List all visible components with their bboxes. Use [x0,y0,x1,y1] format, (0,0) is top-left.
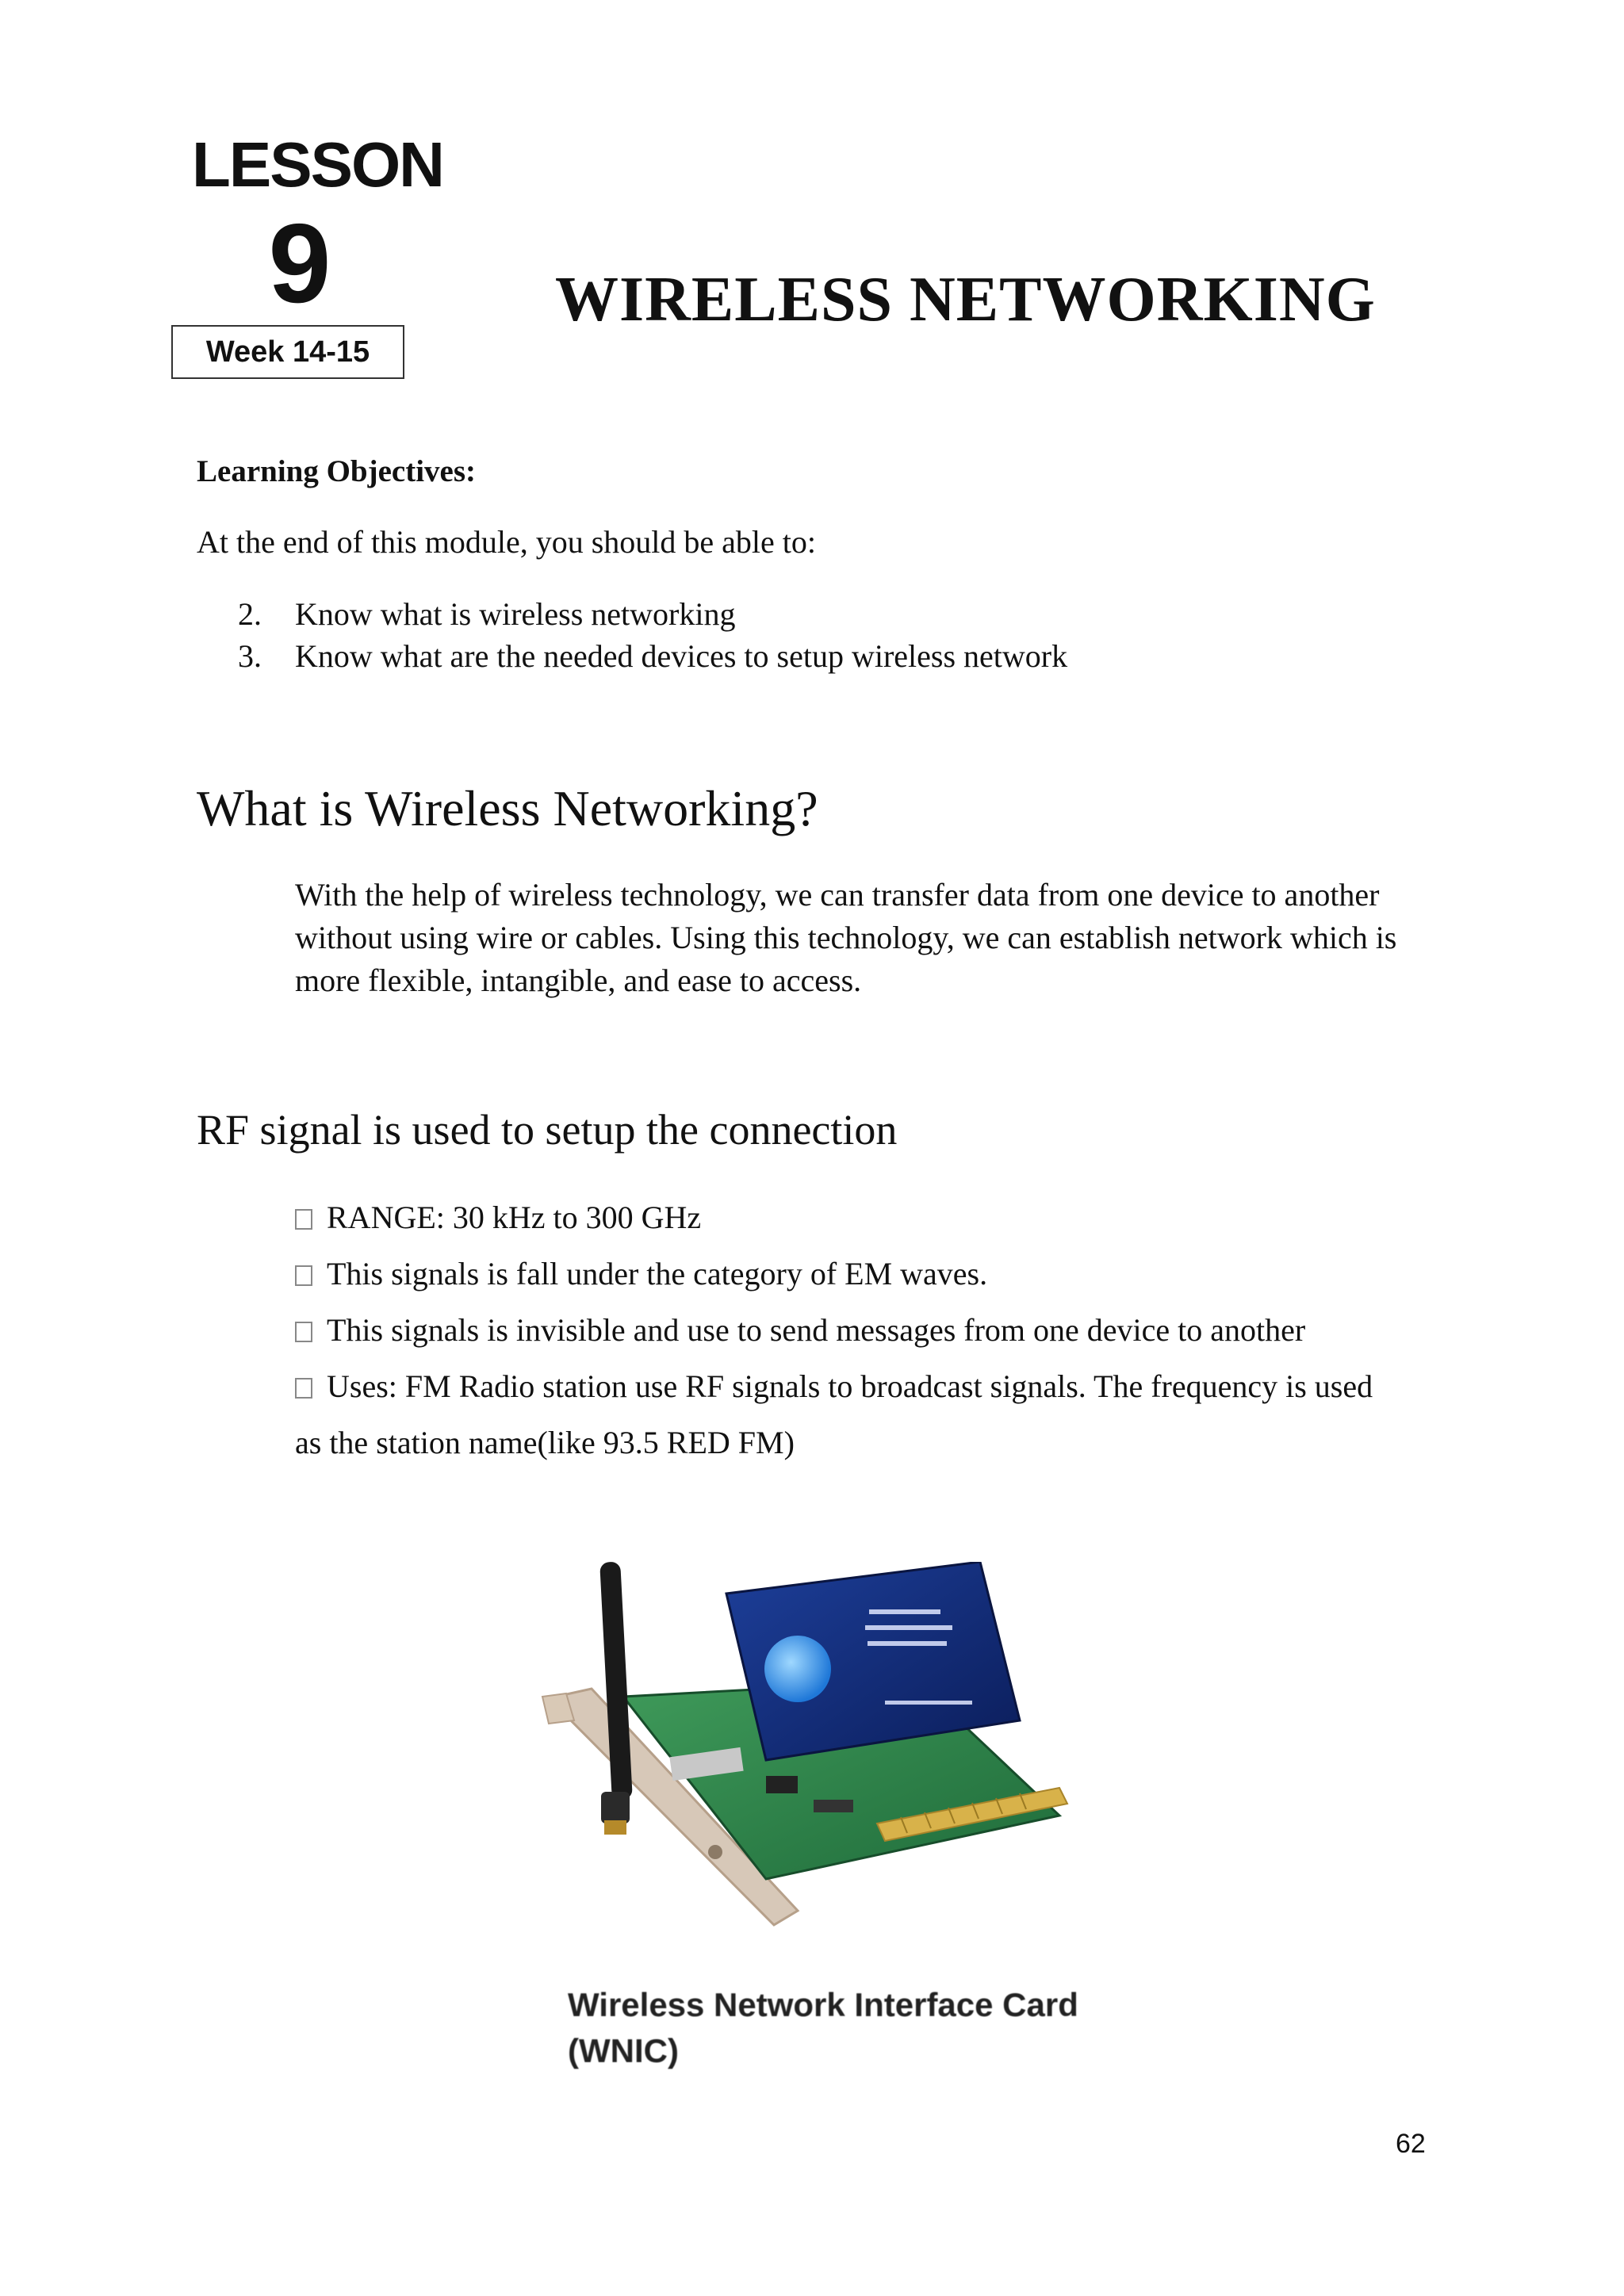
bullet-box-icon [295,1265,312,1286]
page-title: WIRELESS NETWORKING [555,265,1376,335]
rf-bullet-list [295,1189,1437,1471]
objectives-intro: At the end of this module, you should be able to: [197,524,816,560]
list-item-number: 3. [238,638,262,674]
caption-line: Wireless Network Interface Card [568,1986,1078,2023]
bullet-text: Uses: FM Radio station use RF signals to broadcast signals. The frequency is used [327,1368,1373,1404]
week-label: Week 14-15 [205,335,370,369]
section-heading-rf: RF signal is used to setup the connection [197,1106,898,1154]
list-item-text: Know what are the needed devices to setup wireless network [295,638,1068,674]
week-badge [171,325,404,379]
caption-line: (WNIC) [568,2032,679,2069]
list-item [238,635,1067,677]
bullet-text: This signals is fall under the category of EM waves. [327,1256,988,1292]
wireless-network-interface-card-icon [536,1562,1075,1942]
list-item-number: 2. [238,596,262,632]
list-item-text: Know what is wireless networking [295,596,736,632]
lesson-label: LESSON [192,129,443,200]
list-item [295,1246,1437,1302]
page-number: 62 [1396,2129,1426,2159]
section-heading-wireless: What is Wireless Networking? [197,780,818,836]
lesson-number: 9 [268,201,331,327]
figure-caption [568,1982,1078,2074]
objectives-heading: Learning Objectives: [197,454,477,488]
bullet-text: RANGE: 30 kHz to 300 GHz [327,1200,702,1235]
objectives-list [238,593,1067,677]
bullet-box-icon [295,1322,312,1342]
list-item [238,593,1067,635]
bullet-box-icon [295,1209,312,1230]
section-paragraph: With the help of wireless technology, we can transfer data from one device to another without using wire or cables. Using this technology, we can establish network which is more flexible, intangible, and ease to access. [295,877,1397,998]
list-item [295,1189,1437,1246]
bullet-box-icon [295,1378,312,1399]
list-item [295,1358,1437,1414]
list-item [295,1302,1437,1358]
bullet-continuation: as the station name(like 93.5 RED FM) [295,1425,795,1460]
bullet-text: This signals is invisible and use to send messages from one device to another [327,1312,1306,1348]
